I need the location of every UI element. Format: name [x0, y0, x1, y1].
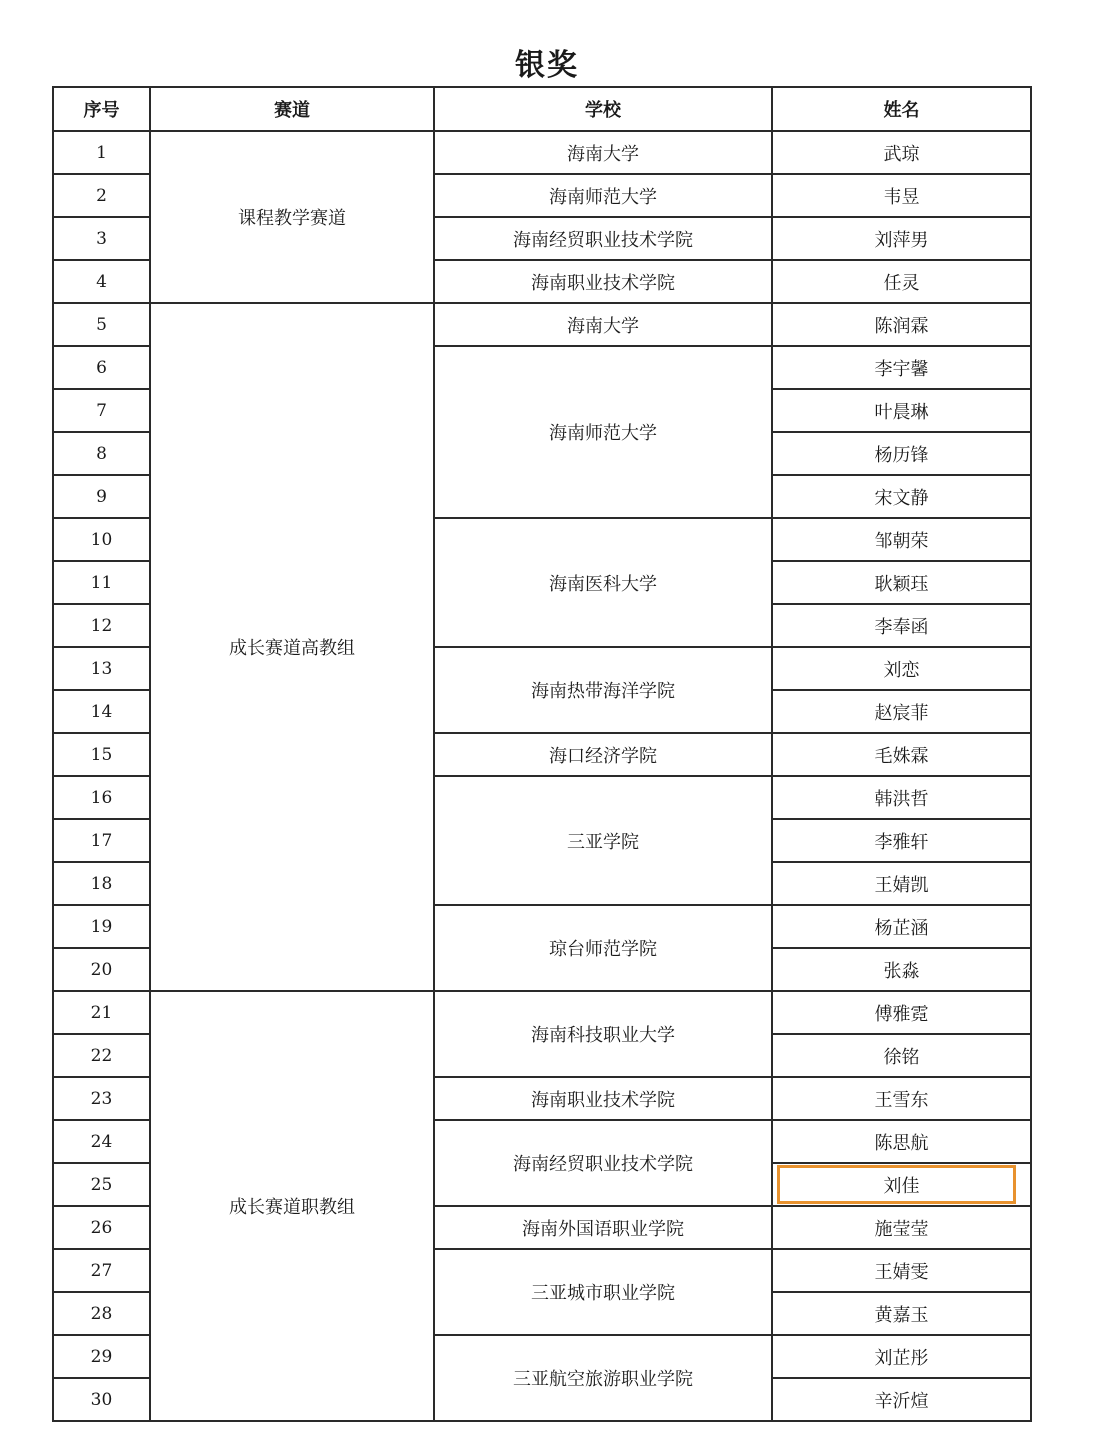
name-cell: 宋文静 [772, 475, 1031, 518]
name-cell: 李奉函 [772, 604, 1031, 647]
name-cell: 王雪东 [772, 1077, 1031, 1120]
row-number: 19 [53, 905, 150, 948]
name-text: 刘佳 [883, 1175, 920, 1197]
track-cell: 成长赛道高教组 [150, 303, 434, 991]
row-number: 9 [53, 475, 150, 518]
school-cell: 海南医科大学 [434, 518, 772, 647]
name-cell: 刘萍男 [772, 217, 1031, 260]
row-number: 15 [53, 733, 150, 776]
school-cell: 三亚城市职业学院 [434, 1249, 772, 1335]
row-number: 23 [53, 1077, 150, 1120]
row-number: 21 [53, 991, 150, 1034]
name-cell: 邹朝荣 [772, 518, 1031, 561]
row-number: 3 [53, 217, 150, 260]
name-cell-highlighted [772, 1163, 1031, 1206]
name-cell: 武琼 [772, 131, 1031, 174]
name-cell: 韦昱 [772, 174, 1031, 217]
school-cell: 海南外国语职业学院 [434, 1206, 772, 1249]
row-number: 26 [53, 1206, 150, 1249]
school-cell: 海南大学 [434, 303, 772, 346]
school-cell: 海南师范大学 [434, 346, 772, 518]
table-row [53, 303, 1031, 346]
name-cell: 施莹莹 [772, 1206, 1031, 1249]
award-table [52, 86, 1032, 1422]
name-cell: 毛姝霖 [772, 733, 1031, 776]
header-name: 姓名 [772, 87, 1031, 131]
name-cell: 王婧雯 [772, 1249, 1031, 1292]
name-cell: 王婧凯 [772, 862, 1031, 905]
name-cell: 陈润霖 [772, 303, 1031, 346]
name-cell: 李雅轩 [772, 819, 1031, 862]
row-number: 18 [53, 862, 150, 905]
name-cell: 陈思航 [772, 1120, 1031, 1163]
row-number: 20 [53, 948, 150, 991]
school-cell: 海南职业技术学院 [434, 1077, 772, 1120]
row-number: 17 [53, 819, 150, 862]
table-header-row [53, 87, 1031, 131]
row-number: 7 [53, 389, 150, 432]
school-cell: 三亚航空旅游职业学院 [434, 1335, 772, 1421]
school-cell: 海南经贸职业技术学院 [434, 217, 772, 260]
row-number: 4 [53, 260, 150, 303]
row-number: 10 [53, 518, 150, 561]
name-cell: 刘恋 [772, 647, 1031, 690]
row-number: 16 [53, 776, 150, 819]
row-number: 25 [53, 1163, 150, 1206]
school-cell: 海南师范大学 [434, 174, 772, 217]
row-number: 12 [53, 604, 150, 647]
table-row [53, 131, 1031, 174]
row-number: 30 [53, 1378, 150, 1421]
name-cell: 黄嘉玉 [772, 1292, 1031, 1335]
school-cell: 琼台师范学院 [434, 905, 772, 991]
school-cell: 海南热带海洋学院 [434, 647, 772, 733]
row-number: 14 [53, 690, 150, 733]
header-no: 序号 [53, 87, 150, 131]
school-cell: 海口经济学院 [434, 733, 772, 776]
name-cell: 耿颖珏 [772, 561, 1031, 604]
row-number: 28 [53, 1292, 150, 1335]
row-number: 11 [53, 561, 150, 604]
school-cell: 三亚学院 [434, 776, 772, 905]
row-number: 27 [53, 1249, 150, 1292]
page-title: 银奖 [515, 48, 579, 83]
row-number: 24 [53, 1120, 150, 1163]
row-number: 6 [53, 346, 150, 389]
school-cell: 海南经贸职业技术学院 [434, 1120, 772, 1206]
name-cell: 赵宸菲 [772, 690, 1031, 733]
name-cell: 徐铭 [772, 1034, 1031, 1077]
name-cell: 叶晨琳 [772, 389, 1031, 432]
row-number: 29 [53, 1335, 150, 1378]
name-cell: 杨历锋 [772, 432, 1031, 475]
school-cell: 海南职业技术学院 [434, 260, 772, 303]
table-row [53, 991, 1031, 1034]
row-number: 8 [53, 432, 150, 475]
row-number: 22 [53, 1034, 150, 1077]
school-cell: 海南科技职业大学 [434, 991, 772, 1077]
row-number: 5 [53, 303, 150, 346]
name-cell: 李宇馨 [772, 346, 1031, 389]
header-track: 赛道 [150, 87, 434, 131]
name-cell: 张淼 [772, 948, 1031, 991]
name-cell: 任灵 [772, 260, 1031, 303]
track-cell: 成长赛道职教组 [150, 991, 434, 1421]
school-cell: 海南大学 [434, 131, 772, 174]
name-cell: 刘芷彤 [772, 1335, 1031, 1378]
name-cell: 韩洪哲 [772, 776, 1031, 819]
name-cell: 傅雅霓 [772, 991, 1031, 1034]
name-cell: 辛沂煊 [772, 1378, 1031, 1421]
row-number: 2 [53, 174, 150, 217]
row-number: 1 [53, 131, 150, 174]
row-number: 13 [53, 647, 150, 690]
name-cell: 杨芷涵 [772, 905, 1031, 948]
track-cell: 课程教学赛道 [150, 131, 434, 303]
header-school: 学校 [434, 87, 772, 131]
